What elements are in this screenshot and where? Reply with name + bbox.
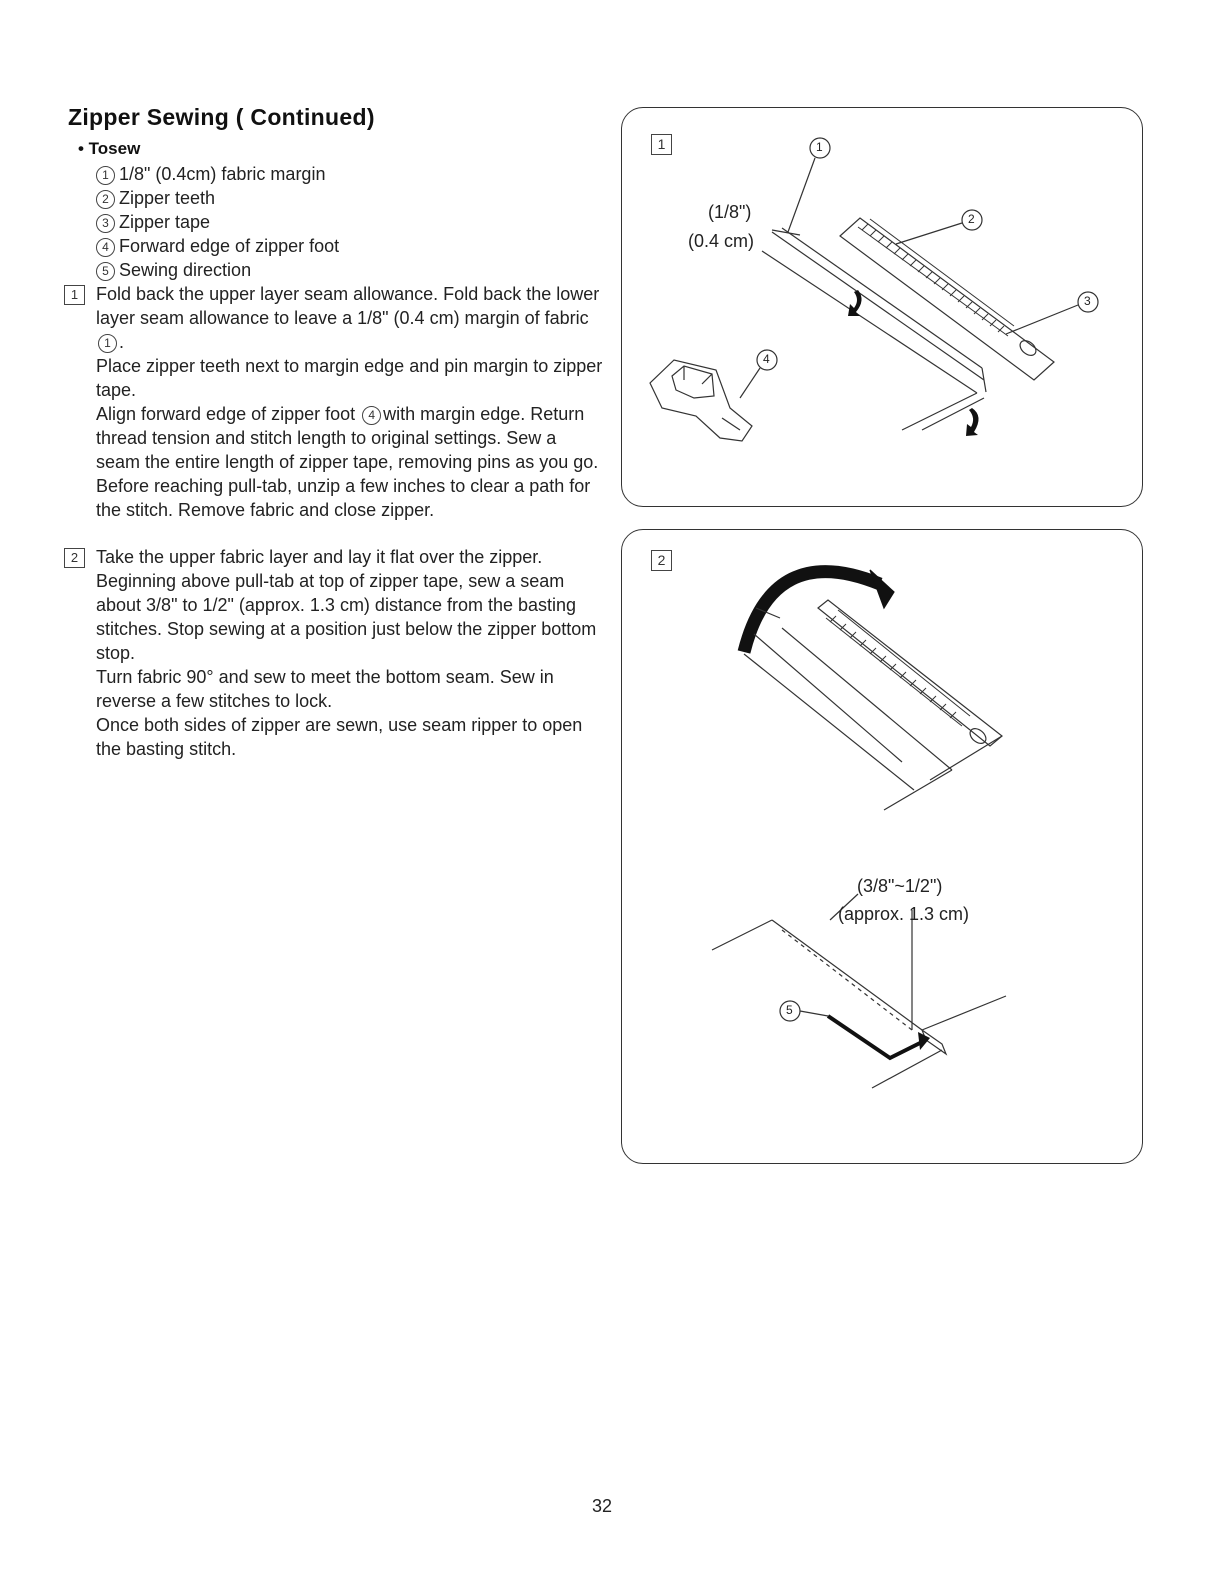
step-paragraph: Place zipper teeth next to margin edge and pin margin to zipper tape. [96,356,603,400]
callout-4-label: 4 [763,352,770,366]
step-text: Align forward edge of zipper foot [96,404,356,424]
step-paragraph [96,402,604,522]
sewing-direction-arrow [828,1016,930,1058]
legend-text: 1/8" (0.4cm) fabric margin [119,164,326,184]
page-title: Zipper Sewing ( Continued) [68,104,375,130]
seam-distance-cm: (approx. 1.3 cm) [838,904,970,924]
legend-item [96,162,339,186]
callout-5-label: 5 [786,1003,793,1017]
callout-3-label: 3 [1084,294,1091,308]
callout-1-label: 1 [816,140,823,154]
leader-line [896,223,962,244]
fabric-edge-line [712,920,772,950]
step-number-box: 2 [64,548,85,568]
legend-text: Zipper tape [119,212,211,232]
figure-1-illustration [622,108,1142,506]
step-paragraph: Once both sides of zipper are sewn, use seam ripper to open the basting stitch. [96,715,583,759]
step-number-box: 1 [64,285,85,305]
figure-number-box: 1 [651,134,672,155]
fold-arrow-head [870,570,894,608]
fabric-edge-line [782,228,982,368]
leader-line [740,368,760,398]
fabric-edge-line [754,634,902,762]
zipper-teeth [826,610,970,726]
fabric-edge-line [922,996,1006,1030]
fabric-edge-line [772,920,922,1030]
fabric-edge-line [982,368,986,392]
figure-1-panel [621,107,1143,507]
callout-number: 1 [96,166,115,185]
figure-2-illustration [622,530,1142,1163]
step-text: with margin edge. Return thread tension and stitch length to original settings. Sew a seam the entire length of zipper tape, removing pins as you go. Before reaching pull-tab, unzip a few inches to clear a path for the stitch. Remove fabric and close zipper. [96,404,599,520]
legend-text: Sewing direction [119,260,252,280]
fabric-edge-line [872,1050,942,1088]
legend-text: Zipper teeth [119,188,216,208]
figure-number-box: 2 [651,550,672,571]
step-2 [64,545,604,761]
figure-2-panel [621,529,1143,1164]
parts-legend [96,162,339,282]
step-paragraph [96,282,604,354]
step-text: . [119,332,125,352]
legend-item [96,258,339,282]
fabric-edge-line [782,628,952,770]
fabric-edge-line [930,736,1002,780]
fabric-edge-line [744,654,914,790]
legend-item [96,234,339,258]
legend-item [96,186,339,210]
step-1 [64,282,604,522]
step-paragraph: Turn fabric 90° and sew to meet the bottom seam. Sew in reverse a few stitches to lock. [96,667,554,711]
fabric-edge-line [772,232,984,380]
fabric-edge-line [884,770,952,810]
callout-ref: 4 [362,406,381,425]
legend-text: Forward edge of zipper foot [119,236,340,256]
zipper-teeth [858,219,1014,336]
page-number: 32 [592,1496,613,1516]
callout-2-label: 2 [968,212,975,226]
leader-line [800,1011,828,1016]
callout-number: 3 [96,214,115,233]
callout-number: 5 [96,262,115,281]
leader-line [1006,305,1078,334]
callout-ref: 1 [98,334,117,353]
step-paragraph: Take the upper fabric layer and lay it flat over the zipper. Beginning above pull-tab at top of zipper tape, sew a seam about 3/8" to 1/2" (approx. 1.3 cm) distance from the basting stitches. Stop sewing at a position just below the zipper bottom stop. [96,547,597,663]
subsection-heading: • Tosew [78,139,141,158]
leader-line [788,158,815,232]
callout-number: 2 [96,190,115,209]
fabric-edge-line [902,393,977,430]
fabric-edge-line [762,251,977,393]
seam-distance-inches: (3/8"~1/2") [857,876,943,896]
callout-number: 4 [96,238,115,257]
legend-item [96,210,339,234]
margin-dimension-cm: (0.4 cm) [688,231,755,251]
seam-stitch-line [782,930,912,1030]
zipper-tape [818,600,1002,746]
zipper-pull-tab [1017,338,1039,359]
step-text: Fold back the upper layer seam allowance. Fold back the lower layer seam allowance to leave a 1/8" (0.4 cm) margin of fabric [96,284,600,328]
zipper-foot-illustration [650,360,752,441]
zipper-tape [840,218,1054,380]
margin-dimension-inches: (1/8") [708,202,752,222]
